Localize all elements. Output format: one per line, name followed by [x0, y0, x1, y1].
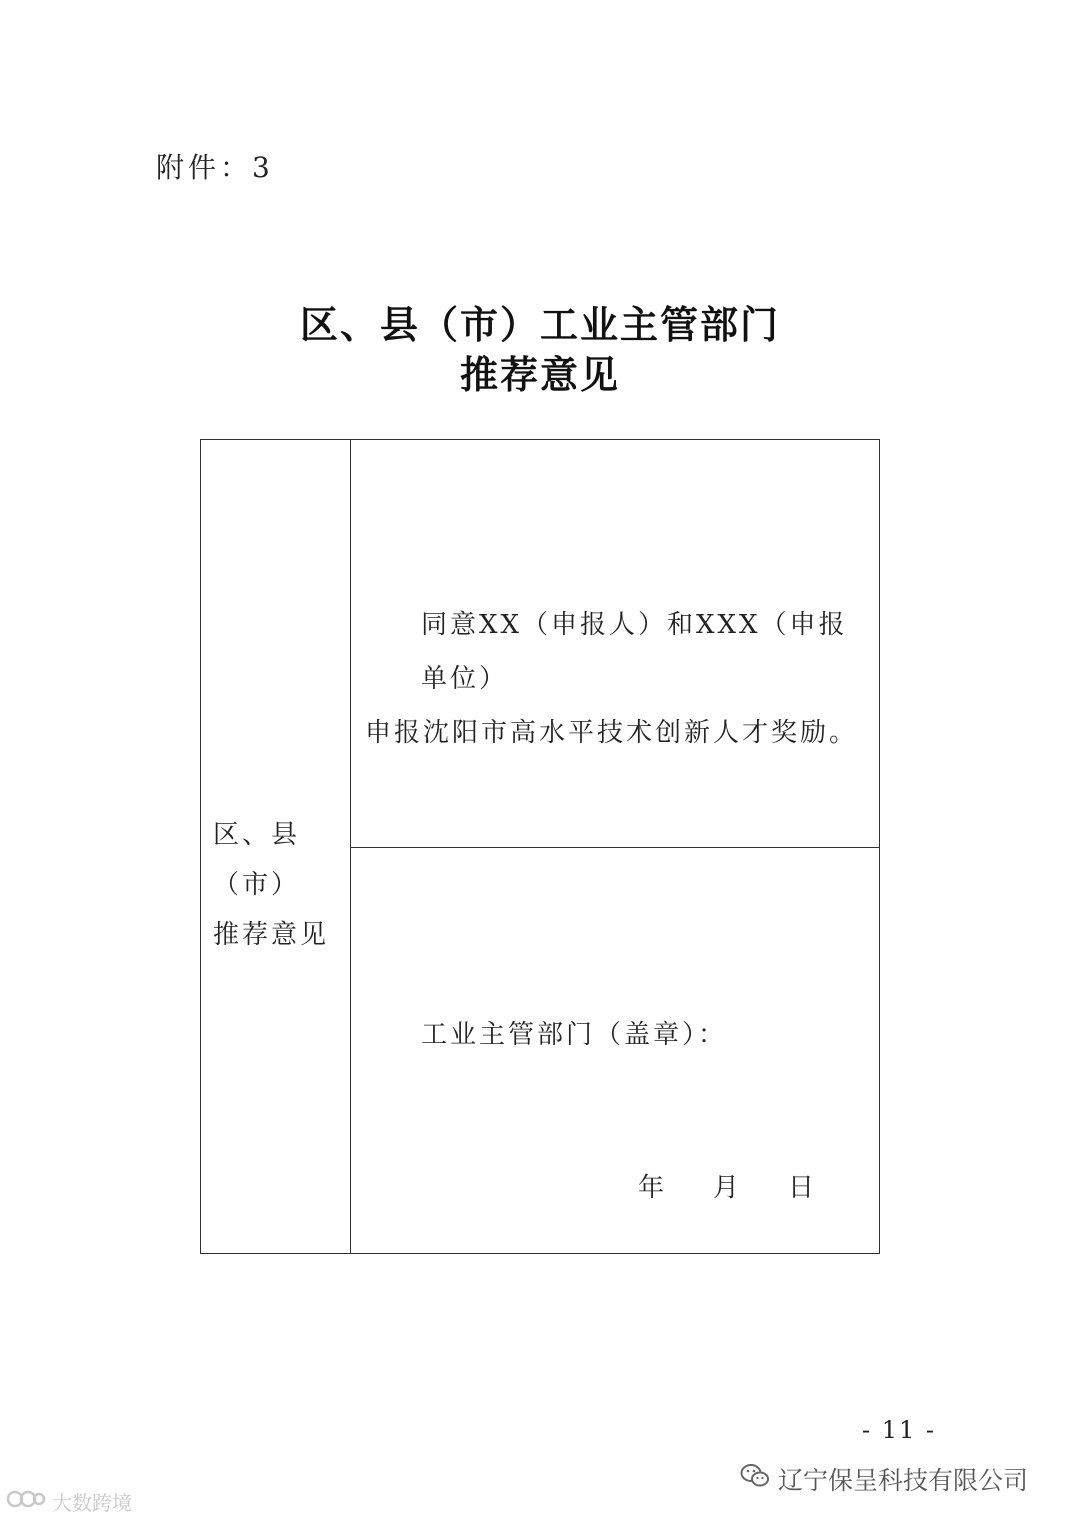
watermark-right	[740, 1461, 1028, 1497]
document-subtitle: 推荐意见	[459, 353, 620, 397]
row-label-line2: 推荐意见	[213, 920, 330, 950]
wechat-icon	[740, 1463, 770, 1495]
watermark-left	[6, 1487, 132, 1516]
date-day-label: 日	[788, 1173, 815, 1203]
row-label	[213, 810, 345, 960]
opinion-text	[365, 598, 873, 760]
watermark-logo-icon	[6, 1488, 46, 1515]
watermark-left-text: 大数跨境	[52, 1491, 132, 1515]
watermark-right-text: 辽宁保呈科技有限公司	[778, 1466, 1029, 1495]
opinion-line2: 申报沈阳市高水平技术创新人才奖励。	[365, 718, 859, 748]
date-month-label: 月	[713, 1173, 740, 1203]
recommendation-form-table	[200, 439, 880, 1254]
table-row-divider	[351, 847, 879, 848]
stamp-label: 工业主管部门（盖章）：	[421, 1020, 728, 1050]
opinion-line1: 同意XX（申报人）和XXX（申报单位）	[421, 610, 848, 694]
document-title: 区、县（市）工业主管部门	[299, 303, 780, 347]
attachment-label: 附件：3	[156, 151, 274, 184]
page-number: - 11 -	[862, 1416, 937, 1444]
date-year-label: 年	[638, 1173, 665, 1203]
row-label-line1: 区、县（市）	[213, 820, 301, 900]
